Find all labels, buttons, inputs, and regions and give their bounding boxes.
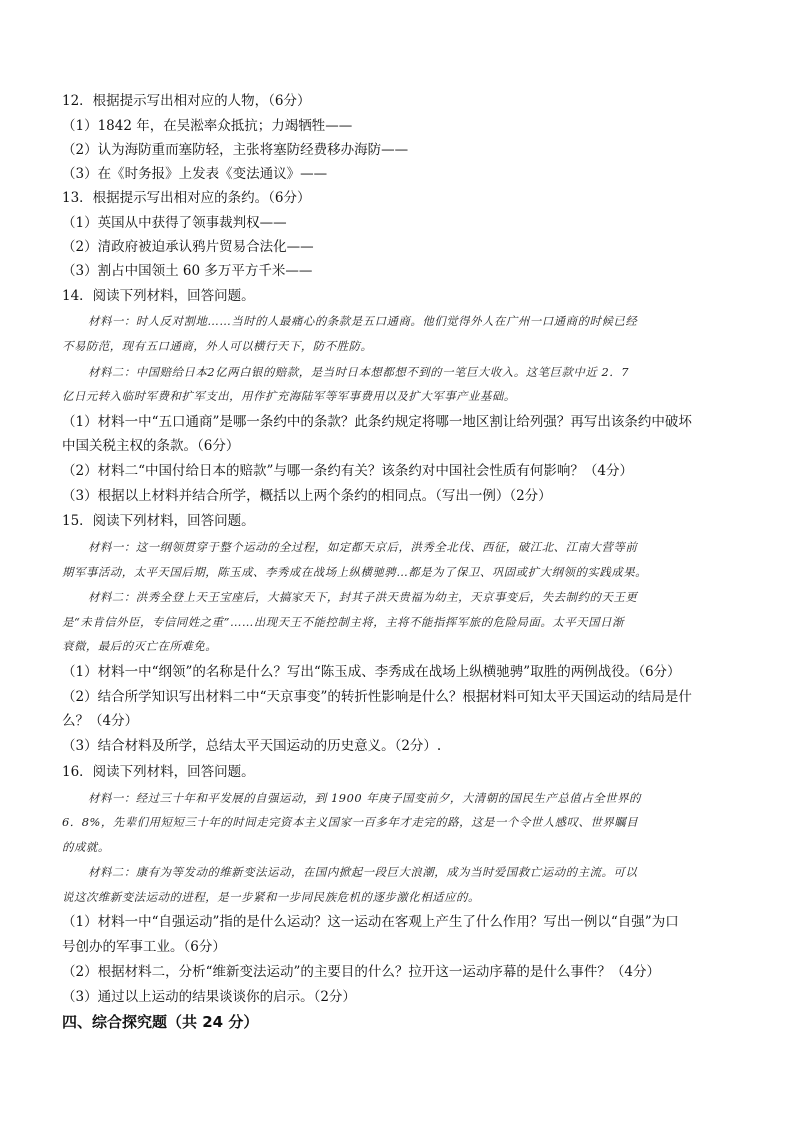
q16-question-3: （3）通过以上运动的结果谈谈你的启示。（2分） (62, 989, 356, 1005)
q15-material2-line1: 材料二：洪秀全登上天王宝座后，大搞家天下，封其子洪天贵福为幼主，天京事变后，失去制约的天王更 (88, 590, 638, 604)
q15-question-2a: （2）结合所学知识写出材料二中“天京事变”的转折性影响是什么？根据材料可知太平天国运动的结局是什 (62, 689, 692, 705)
q15-material1-line1: 材料一：这一纲领贯穿于整个运动的全过程，如定都天京后，洪秀全北伐、西征，破江北、江南大营等前 (88, 540, 638, 554)
q14-material1-line1: 材料一：时人反对割地……当时的人最痛心的条款是五口通商。他们觉得外人在广州一口通商的时候已经 (88, 314, 638, 328)
q14-material2-line1: 材料二：中国赔给日本2亿两白银的赔款，是当时日本想都想不到的一笔巨大收入。这笔巨款中近 2．7 (88, 365, 630, 379)
q12-item-2: （2）认为海防重而塞防轻，主张将塞防经费移办海防—— (62, 142, 409, 158)
section-heading: 四、综合探究题（共 24 分） (62, 1013, 259, 1031)
q12-item-1: （1）1842 年，在吴淞率众抵抗；力竭牺牲—— (62, 118, 353, 134)
q15-material2-line2: 是“未肯信外臣，专信同姓之重”……出现天王不能控制主将，主将不能指挥军旅的危险局面。太平天国日渐 (62, 615, 625, 629)
q13-item-3: （3）割占中国领土 60 多万平方千米—— (62, 263, 313, 279)
q16-material2-line1: 材料二：康有为等发动的维新变法运动，在国内掀起一段巨大浪潮，成为当时爱国救亡运动的主流。可以 (88, 865, 638, 879)
q14-material2-line2: 亿日元转入临时军费和扩军支出，用作扩充海陆军等军事费用以及扩大军事产业基础。 (62, 389, 516, 403)
q14-material1-line2: 不易防范，现有五口通商，外人可以横行天下，防不胜防。 (62, 339, 373, 353)
q15-question-1: （1）材料一中“纲领”的名称是什么？写出“陈玉成、李秀成在战场上纵横驰骋”取胜的两例战役。（6分） (62, 664, 681, 680)
q12-title: 12．根据提示写出相对应的人物，（6分） (62, 93, 311, 109)
q13-title: 13．根据提示写出相对应的条约。（6分） (62, 190, 311, 206)
q16-material1-line1: 材料一：经过三十年和平发展的自强运动，到 1900 年庚子国变前夕，大清朝的国民生产总值占全世界的 (88, 791, 641, 805)
q15-question-2b: 么？（4分） (62, 713, 139, 729)
q15-material2-line3: 衰微，最后的灭亡在所难免。 (62, 639, 218, 653)
q16-question-1a: （1）材料一中“自强运动”指的是什么运动？这一运动在客观上产生了什么作用？写出一例以“自强”为口 (62, 914, 679, 930)
q14-title: 14．阅读下列材料，回答问题。 (62, 288, 255, 304)
q16-question-2: （2）根据材料二，分析“维新变法运动”的主要目的什么？拉开这一运动序幕的是什么事件？（4分） (62, 964, 660, 980)
q16-material1-line2: 6．8%，先辈们用短短三十年的时间走完资本主义国家一百多年才走完的路，这是一个令世人感叹、世界瞩目 (62, 815, 639, 829)
q15-material1-line2: 期军事活动，太平天国后期，陈玉成、李秀成在战场上纵横驰骋…都是为了保卫、巩固或扩大纲领的实践成果。 (62, 565, 648, 579)
q13-item-2: （2）清政府被迫承认鸦片贸易合法化—— (62, 239, 314, 255)
q14-question-1b: 中国关税主权的条款。（6分） (62, 438, 240, 454)
q16-title: 16．阅读下列材料，回答问题。 (62, 764, 255, 780)
q14-question-3: （3）根据以上材料并结合所学，概括以上两个条约的相同点。（写出一例）（2分） (62, 488, 552, 504)
q16-material2-line2: 说这次维新变法运动的进程，是一步紧和一步同民族危机的逐步激化相适应的。 (62, 890, 480, 904)
q12-item-3: （3）在《时务报》上发表《变法通议》—— (62, 166, 328, 182)
q16-material1-line3: 的成就。 (62, 840, 110, 854)
q14-question-2: （2）材料二“中国付给日本的赔款”与哪一条约有关？该条约对中国社会性质有何影响？（4分） (62, 463, 633, 479)
q15-question-3: （3）结合材料及所学，总结太平天国运动的历史意义。（2分）. (62, 738, 442, 754)
q13-item-1: （1）英国从中获得了领事裁判权—— (62, 215, 287, 231)
q15-title: 15．阅读下列材料，回答问题。 (62, 513, 255, 529)
q16-question-1b: 号创办的军事工业。（6分） (62, 939, 226, 955)
q14-question-1a: （1）材料一中“五口通商”是哪一条约中的条款？此条约规定将哪一地区割让给列强？再写出该条约中破坏 (62, 414, 692, 430)
